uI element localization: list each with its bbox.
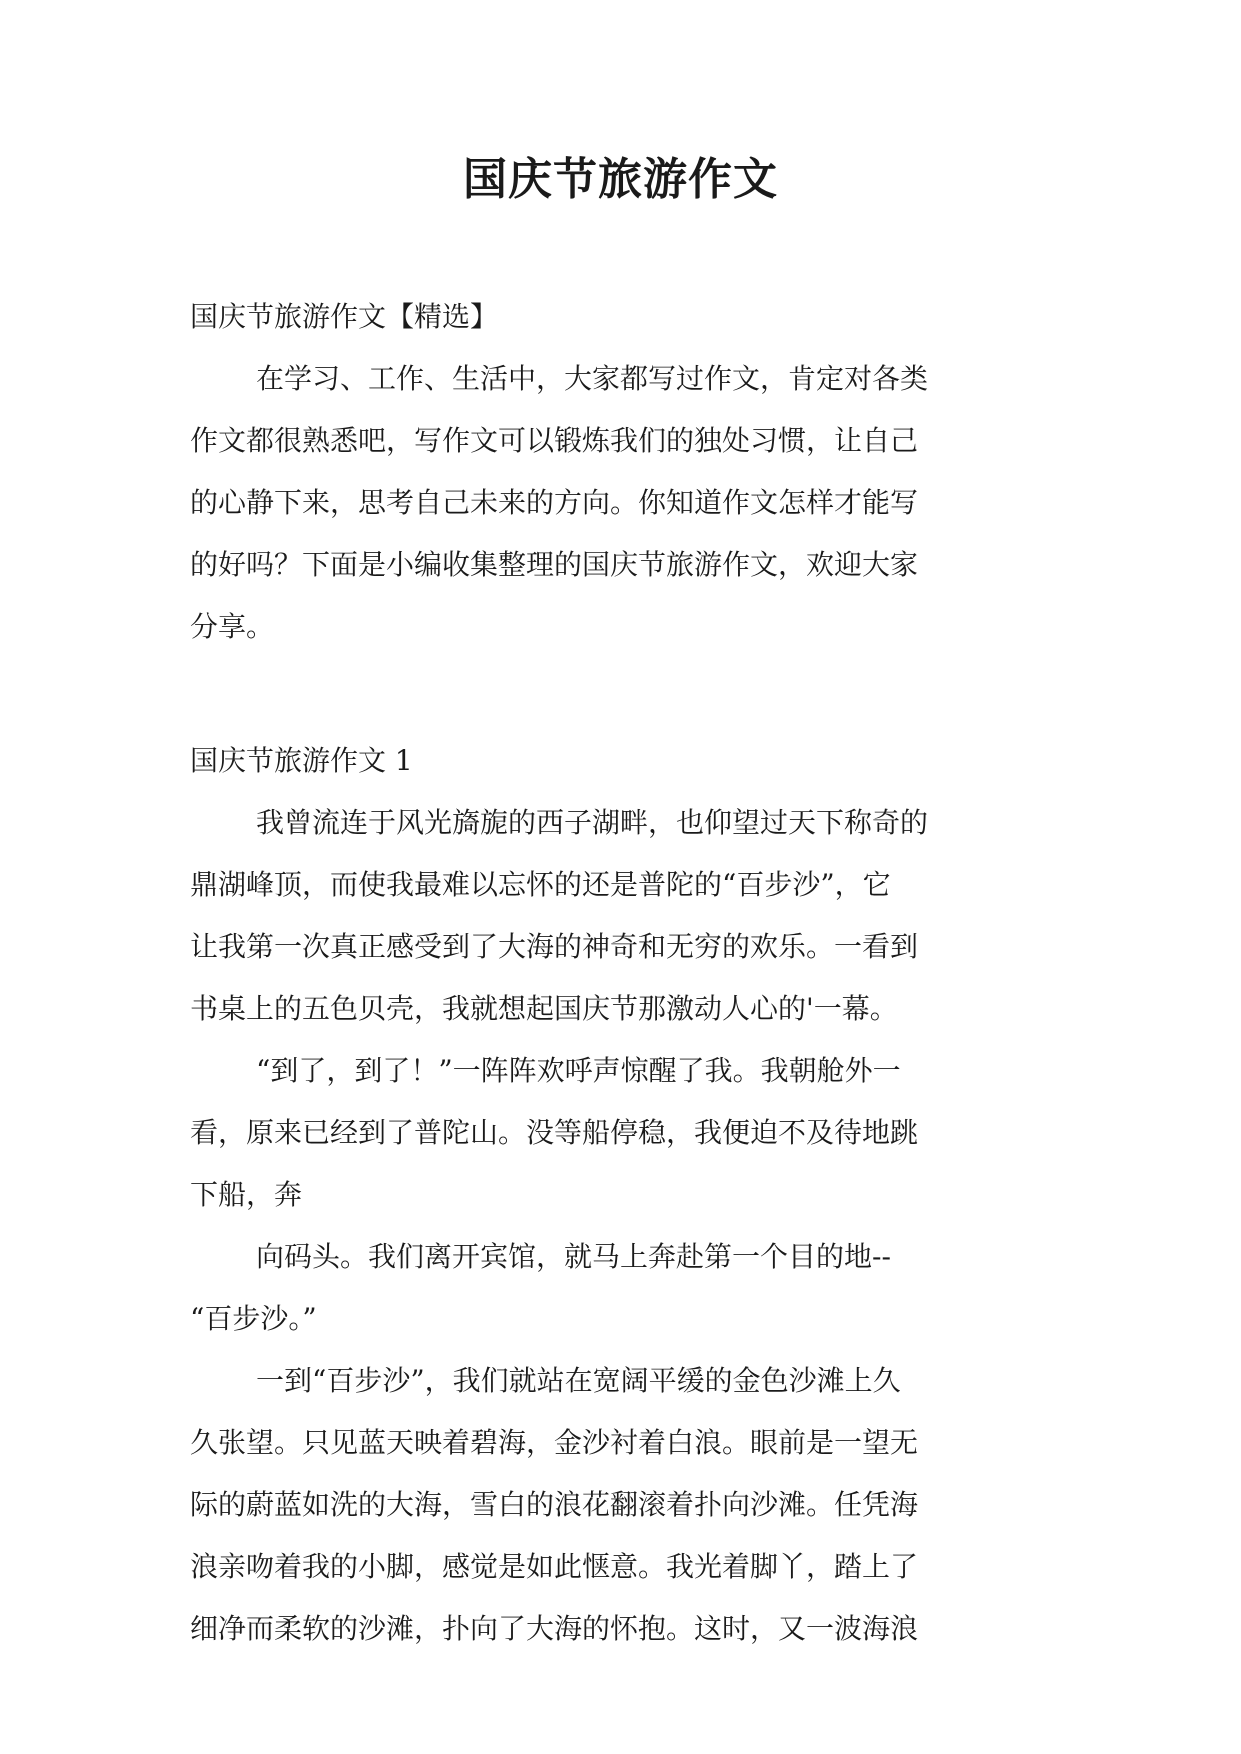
intro-line: 的好吗？下面是小编收集整理的国庆节旅游作文，欢迎大家 [190, 548, 919, 581]
essay-paragraph-4 [190, 1350, 1050, 1660]
paragraph-line: 我曾流连于风光旖旎的西子湖畔，也仰望过天下称奇的 [256, 806, 929, 839]
paragraph-line: 一到“百步沙”，我们就站在宽阔平缓的金色沙滩上久 [256, 1364, 901, 1397]
document-subtitle: 国庆节旅游作文【精选】 [190, 300, 499, 333]
intro-line: 的心静下来，思考自己未来的方向。你知道作文怎样才能写 [190, 486, 919, 519]
paragraph-line: 细净而柔软的沙滩，扑向了大海的怀抱。这时，又一波海浪 [190, 1612, 919, 1645]
section-spacer [190, 658, 1050, 730]
paragraph-line: 书桌上的五色贝壳，我就想起国庆节那激动人心的'一幕。 [190, 992, 898, 1025]
paragraph-line: 下船，奔 [190, 1178, 303, 1211]
paragraph-line: 向码头。我们离开宾馆，就马上奔赴第一个目的地-- [256, 1240, 891, 1273]
paragraph-line: “百步沙。” [190, 1302, 317, 1335]
paragraph-line: “到了，到了！”一阵阵欢呼声惊醒了我。我朝舱外一 [256, 1054, 901, 1087]
document-title: 国庆节旅游作文 [463, 154, 778, 205]
intro-line: 分享。 [190, 610, 275, 643]
paragraph-line: 看，原来已经到了普陀山。没等船停稳，我便迫不及待地跳 [190, 1116, 919, 1149]
document-body [190, 286, 1050, 1660]
intro-line: 作文都很熟悉吧，写作文可以锻炼我们的独处习惯，让自己 [190, 424, 919, 457]
paragraph-line: 久张望。只见蓝天映着碧海，金沙衬着白浪。眼前是一望无 [190, 1426, 919, 1459]
paragraph-line: 让我第一次真正感受到了大海的神奇和无穷的欢乐。一看到 [190, 930, 919, 963]
paragraph-line: 鼎湖峰顶，而使我最难以忘怀的还是普陀的“百步沙”，它 [190, 868, 891, 901]
intro-paragraph [190, 348, 1050, 658]
paragraph-line: 浪亲吻着我的小脚，感觉是如此惬意。我光着脚丫，踏上了 [190, 1550, 919, 1583]
paragraph-line: 际的蔚蓝如洗的大海，雪白的浪花翻滚着扑向沙滩。任凭海 [190, 1488, 919, 1521]
essay-paragraph-1 [190, 792, 1050, 1040]
intro-line: 在学习、工作、生活中，大家都写过作文，肯定对各类 [256, 362, 929, 395]
essay-paragraph-3 [190, 1226, 1050, 1350]
section-heading: 国庆节旅游作文 1 [190, 744, 413, 777]
essay-paragraph-2 [190, 1040, 1050, 1226]
